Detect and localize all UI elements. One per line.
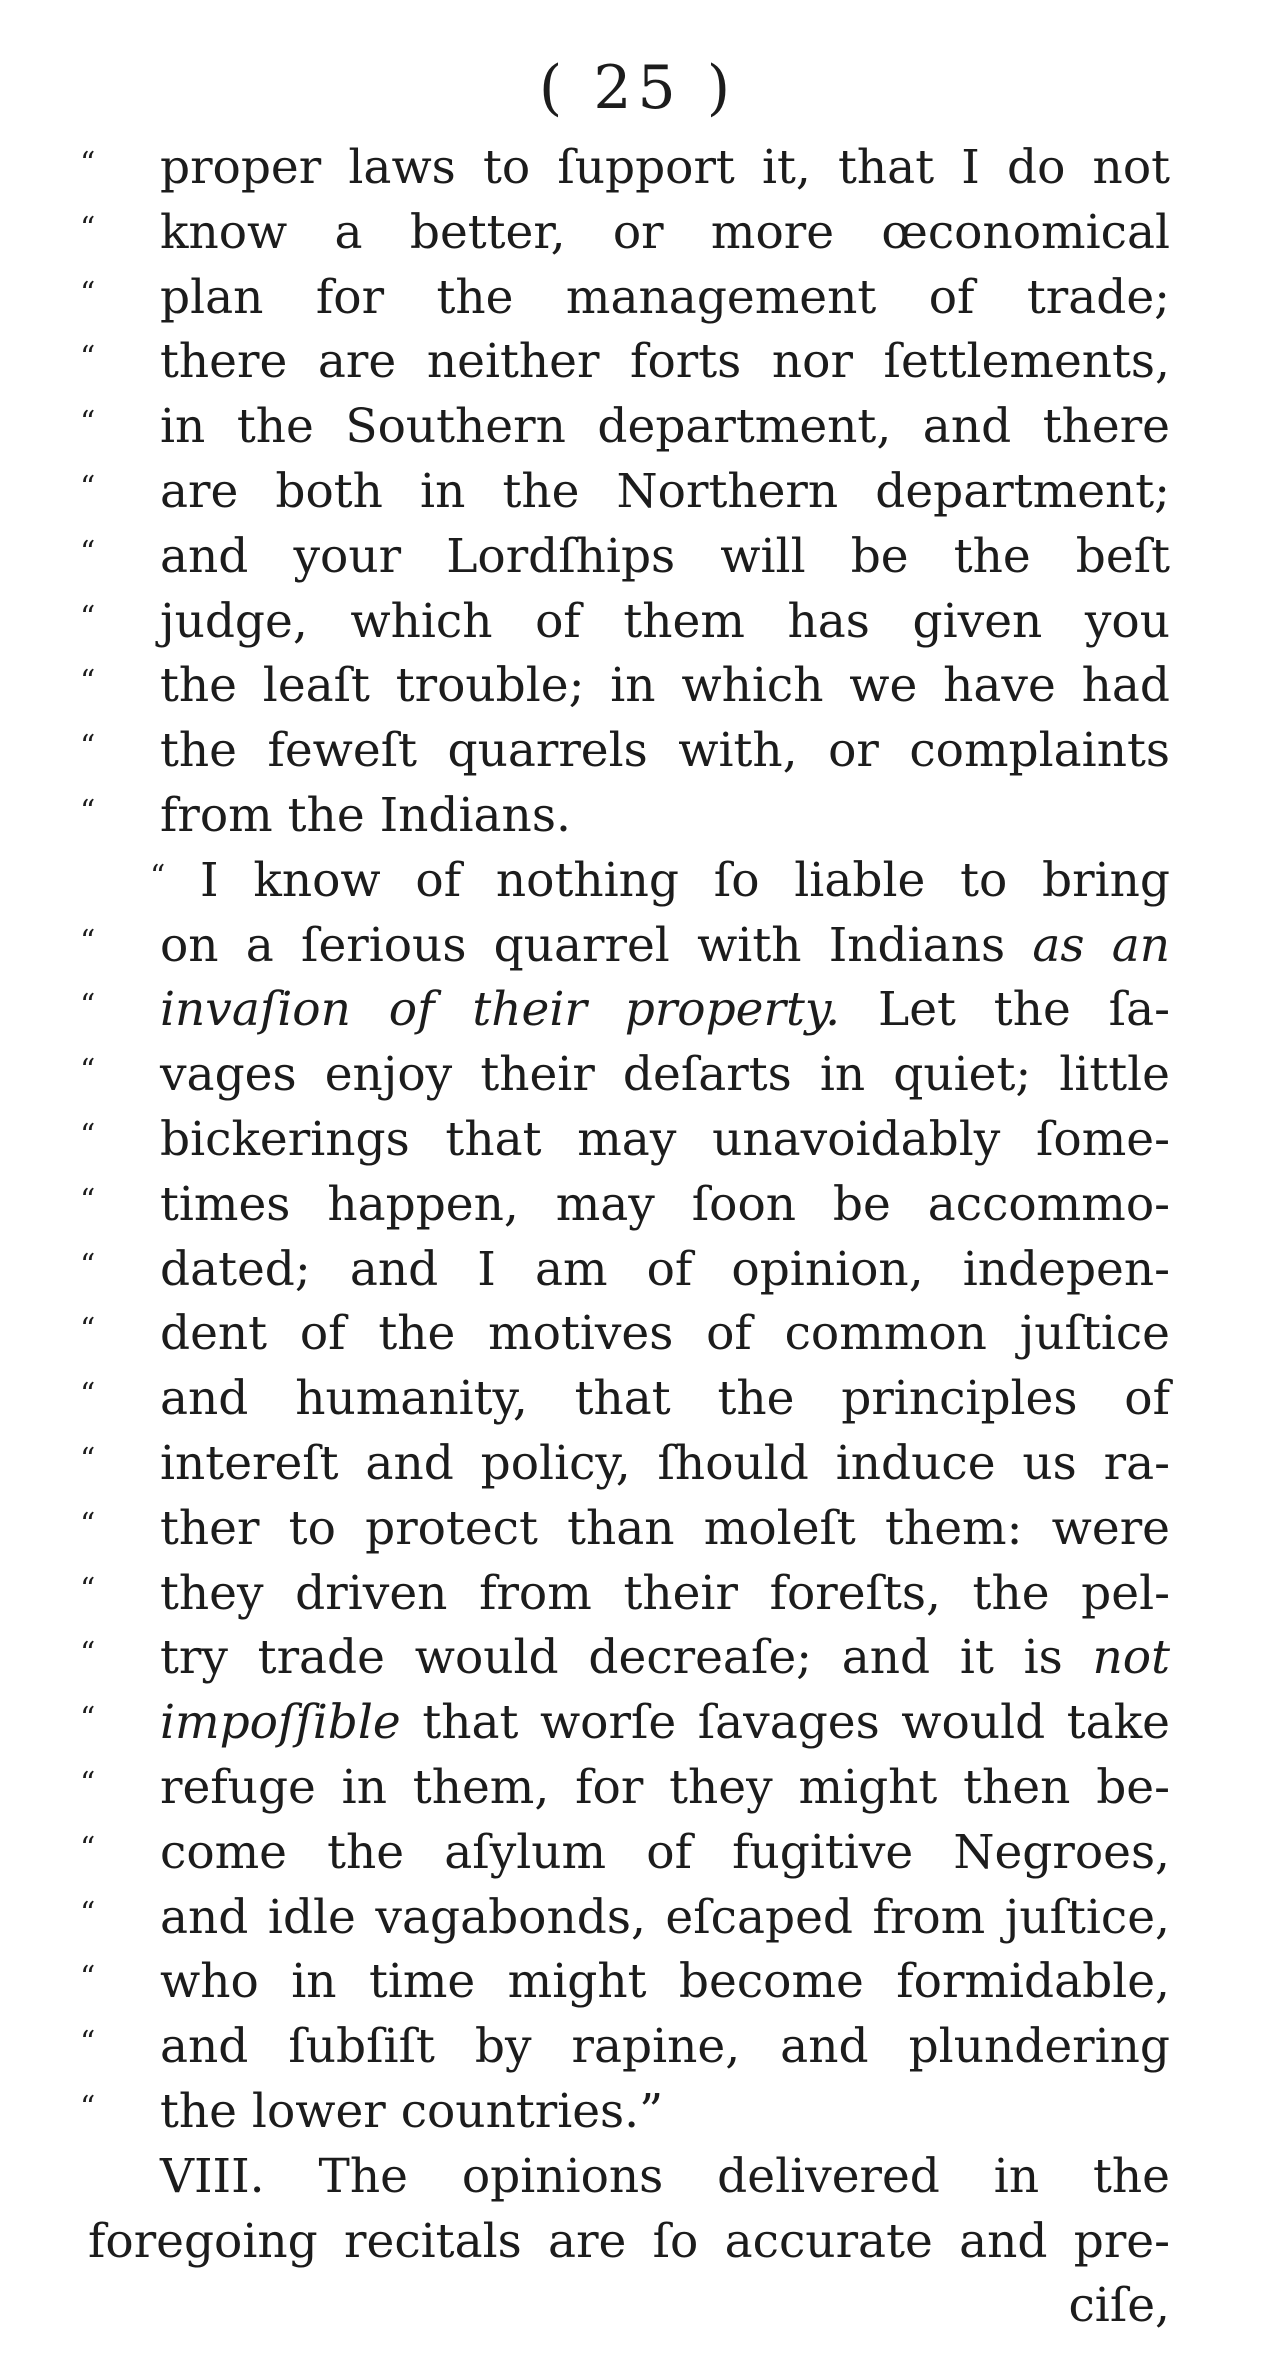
quote-mark: “ — [80, 275, 97, 311]
quote-mark: “ — [80, 1960, 97, 1996]
line-text: try trade would decreaſe; and it is not — [160, 1630, 1170, 1686]
line-text: dent of the motives of common juſtice — [160, 1306, 1170, 1362]
quote-mark: “ — [80, 2025, 97, 2061]
quote-mark: “ — [80, 1182, 97, 1218]
text-line — [40, 1821, 1170, 1886]
quote-mark: “ — [80, 534, 97, 570]
quote-mark: “ — [80, 988, 97, 1024]
catchword — [40, 2274, 1170, 2339]
quote-mark: “ — [80, 1312, 97, 1348]
text-line — [40, 1950, 1170, 2015]
line-text: and idle vagabonds, eſcaped from juſtice, — [160, 1889, 1170, 1945]
text-line — [40, 1238, 1170, 1303]
line-text: in the Southern department, and there — [160, 399, 1170, 455]
line-text: bickerings that may unavoidably ſome- — [160, 1111, 1170, 1167]
quote-mark: “ — [80, 2089, 97, 2125]
quote-mark: “ — [80, 1117, 97, 1153]
text-line — [40, 460, 1170, 525]
line-text: foregoing recitals are ſo accurate and pre- — [88, 2213, 1170, 2269]
quote-mark: “ — [150, 858, 167, 894]
line-text: and humanity, that the principles of — [160, 1371, 1170, 1427]
text-line — [40, 1043, 1170, 1108]
quote-mark: “ — [80, 1053, 97, 1089]
line-text: refuge in them, for they might then be- — [160, 1759, 1170, 1815]
line-text: vages enjoy their deſarts in quiet; little — [160, 1047, 1170, 1103]
quote-mark: “ — [80, 923, 97, 959]
quote-mark: “ — [80, 1571, 97, 1607]
text-line — [40, 590, 1170, 655]
text-line — [40, 525, 1170, 590]
text-line — [40, 330, 1170, 395]
text-line — [40, 1626, 1170, 1691]
text-line — [40, 1173, 1170, 1238]
line-text: the feweſt quarrels with, or complaints — [160, 723, 1170, 779]
text-line — [40, 784, 1170, 849]
text-line — [40, 1756, 1170, 1821]
line-text: who in time might become formidable, — [160, 1954, 1170, 2010]
text-line — [40, 201, 1170, 266]
quote-mark: “ — [80, 1895, 97, 1931]
line-text: they driven from their foreſts, the pel- — [160, 1565, 1170, 1621]
quote-mark: “ — [80, 1377, 97, 1413]
text-line — [40, 1497, 1170, 1562]
line-text: on a ſerious quarrel with Indians as an — [160, 917, 1170, 973]
text-line — [40, 1562, 1170, 1627]
quote-mark: “ — [80, 1441, 97, 1477]
text-line — [40, 654, 1170, 719]
quote-mark: “ — [80, 210, 97, 246]
quote-mark: “ — [80, 340, 97, 376]
line-text: there are neither forts nor ſettlements, — [160, 334, 1170, 390]
line-text: intereſt and policy, ſhould induce us ra- — [160, 1435, 1170, 1491]
text-line — [40, 1367, 1170, 1432]
text-line — [40, 266, 1170, 331]
text-line — [40, 1432, 1170, 1497]
line-text: impoſſible that worſe ſavages would take — [160, 1695, 1170, 1751]
text-line — [40, 2080, 1170, 2145]
text-line — [40, 1886, 1170, 1951]
quote-mark: “ — [80, 405, 97, 441]
line-text: invaſion of their property. Let the ſa- — [160, 982, 1170, 1038]
paragraph-first-line — [40, 849, 1170, 914]
quote-mark: “ — [80, 1636, 97, 1672]
quote-mark: “ — [80, 1765, 97, 1801]
text-line — [40, 2015, 1170, 2080]
line-text: times happen, may ſoon be accommo- — [160, 1176, 1170, 1232]
section-heading-line — [40, 2145, 1170, 2210]
quote-mark: “ — [80, 664, 97, 700]
line-text: know a better, or more œconomical — [160, 204, 1170, 260]
text-line — [40, 914, 1170, 979]
line-text: ther to protect than moleſt them: were — [160, 1500, 1170, 1556]
line-text: from the Indians. — [160, 787, 571, 843]
line-text: proper laws to ſupport it, that I do not — [160, 140, 1170, 195]
line-text: are both in the Northern department; — [160, 463, 1170, 519]
quote-mark: “ — [80, 729, 97, 765]
text-line — [40, 978, 1170, 1043]
text-line — [40, 395, 1170, 460]
line-text: come the aſylum of fugitive Negroes, — [160, 1824, 1170, 1880]
line-text: I know of nothing ſo liable to bring — [200, 852, 1170, 908]
line-text: VIII. The opinions delivered in the — [160, 2148, 1170, 2204]
quote-mark: “ — [80, 793, 97, 829]
text-line — [40, 1302, 1170, 1367]
line-text: the leaſt trouble; in which we have had — [160, 658, 1170, 714]
line-text: judge, which of them has given you — [160, 593, 1170, 649]
text-line — [40, 1691, 1170, 1756]
quote-mark: “ — [80, 1506, 97, 1542]
body-text — [40, 136, 1170, 2339]
line-text: and your Lordſhips will be the beſt — [160, 528, 1170, 584]
quote-mark: “ — [80, 599, 97, 635]
text-line — [40, 1108, 1170, 1173]
page-number: ( 25 ) — [538, 53, 737, 123]
text-line — [40, 719, 1170, 784]
quote-mark: “ — [80, 146, 97, 181]
text-line — [40, 136, 1170, 201]
quote-mark: “ — [80, 1701, 97, 1737]
quote-mark: “ — [80, 469, 97, 505]
line-text: and ſubſiſt by rapine, and plundering — [160, 2019, 1170, 2075]
line-text: ciſe, — [1068, 2278, 1170, 2334]
quote-mark: “ — [80, 1247, 97, 1283]
quote-mark: “ — [80, 1830, 97, 1866]
line-text: dated; and I am of opinion, indepen- — [160, 1241, 1170, 1297]
line-text: the lower countries.” — [160, 2083, 664, 2139]
text-line — [40, 2210, 1170, 2275]
line-text: plan for the management of trade; — [160, 269, 1170, 325]
